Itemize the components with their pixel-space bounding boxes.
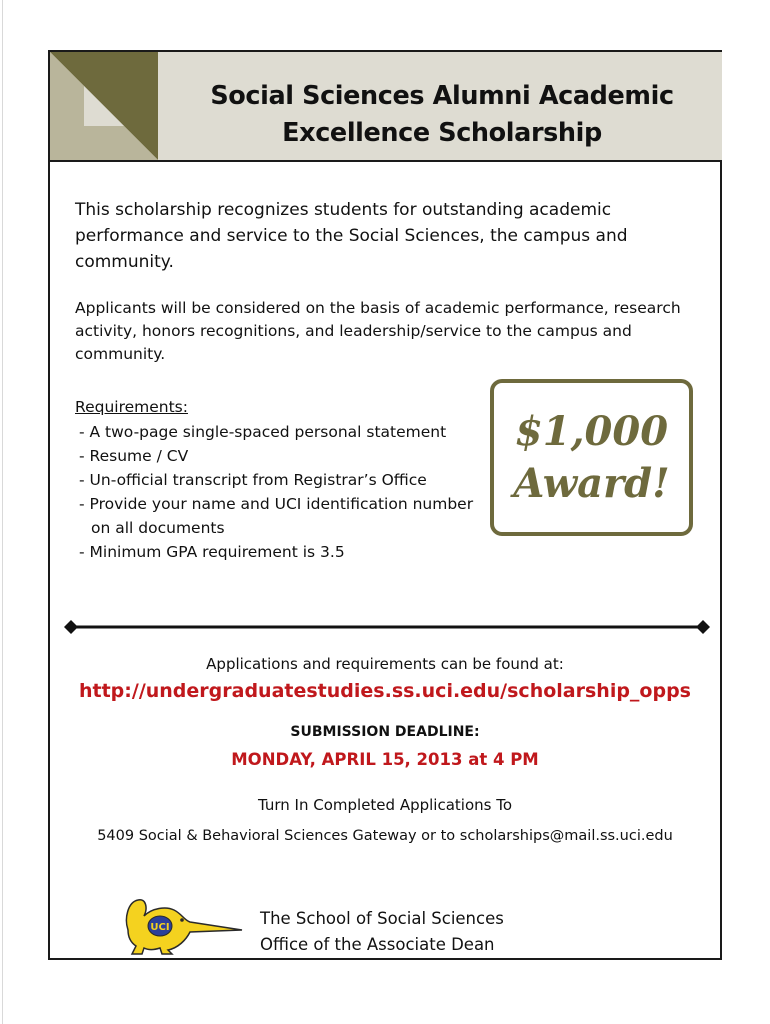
requirement-item: - Resume / CV [79, 447, 189, 465]
requirement-item: - Un-official transcript from Registrar’s Office [79, 471, 427, 489]
mascot-shirt-text: UCI [150, 922, 170, 933]
title-line-2: Excellence Scholarship [282, 118, 602, 148]
basis-paragraph: Applicants will be considered on the basis of academic performance, research activity, honors recognitions, and leadership/service to the campus and community. [75, 299, 681, 363]
applications-intro: Applications and requirements can be found at: [206, 655, 564, 673]
school-name: The School of Social Sciences [260, 909, 504, 928]
award-amount: $1,000 [514, 407, 669, 455]
submission-address: 5409 Social & Behavioral Sciences Gateway or to scholarships@mail.ss.uci.edu [97, 828, 673, 844]
anteater-mascot-icon [122, 890, 244, 956]
requirements-heading: Requirements: [75, 398, 188, 416]
intro-paragraph: This scholarship recognizes students for outstanding academic performance and service to the Social Sciences, the campus and community. [75, 200, 628, 272]
scholarship-flyer [48, 50, 722, 960]
section-divider [64, 620, 710, 634]
office-name: Office of the Associate Dean [260, 935, 495, 954]
page-title [162, 78, 722, 152]
deadline-date: MONDAY, APRIL 15, 2013 at 4 PM [231, 750, 539, 769]
title-line-1: Social Sciences Alumni Academic [210, 81, 674, 111]
scholarship-url-link[interactable]: http://undergraduatestudies.ss.uci.edu/scholarship_opps [78, 680, 691, 702]
requirement-item: - A two-page single-spaced personal statement [79, 423, 447, 441]
requirements-list [75, 420, 485, 564]
deadline-label: SUBMISSION DEADLINE: [290, 724, 480, 740]
award-label: Award! [513, 459, 670, 507]
decorative-square-logo-icon [50, 52, 158, 160]
page-edge-rule [2, 0, 3, 1024]
award-badge [490, 379, 693, 536]
requirement-item: - Provide your name and UCI identification number on all documents [79, 495, 474, 537]
requirement-item: - Minimum GPA requirement is 3.5 [79, 543, 345, 561]
submission-heading: Turn In Completed Applications To [257, 796, 513, 814]
school-signature [260, 906, 504, 958]
flyer-header [50, 52, 720, 162]
